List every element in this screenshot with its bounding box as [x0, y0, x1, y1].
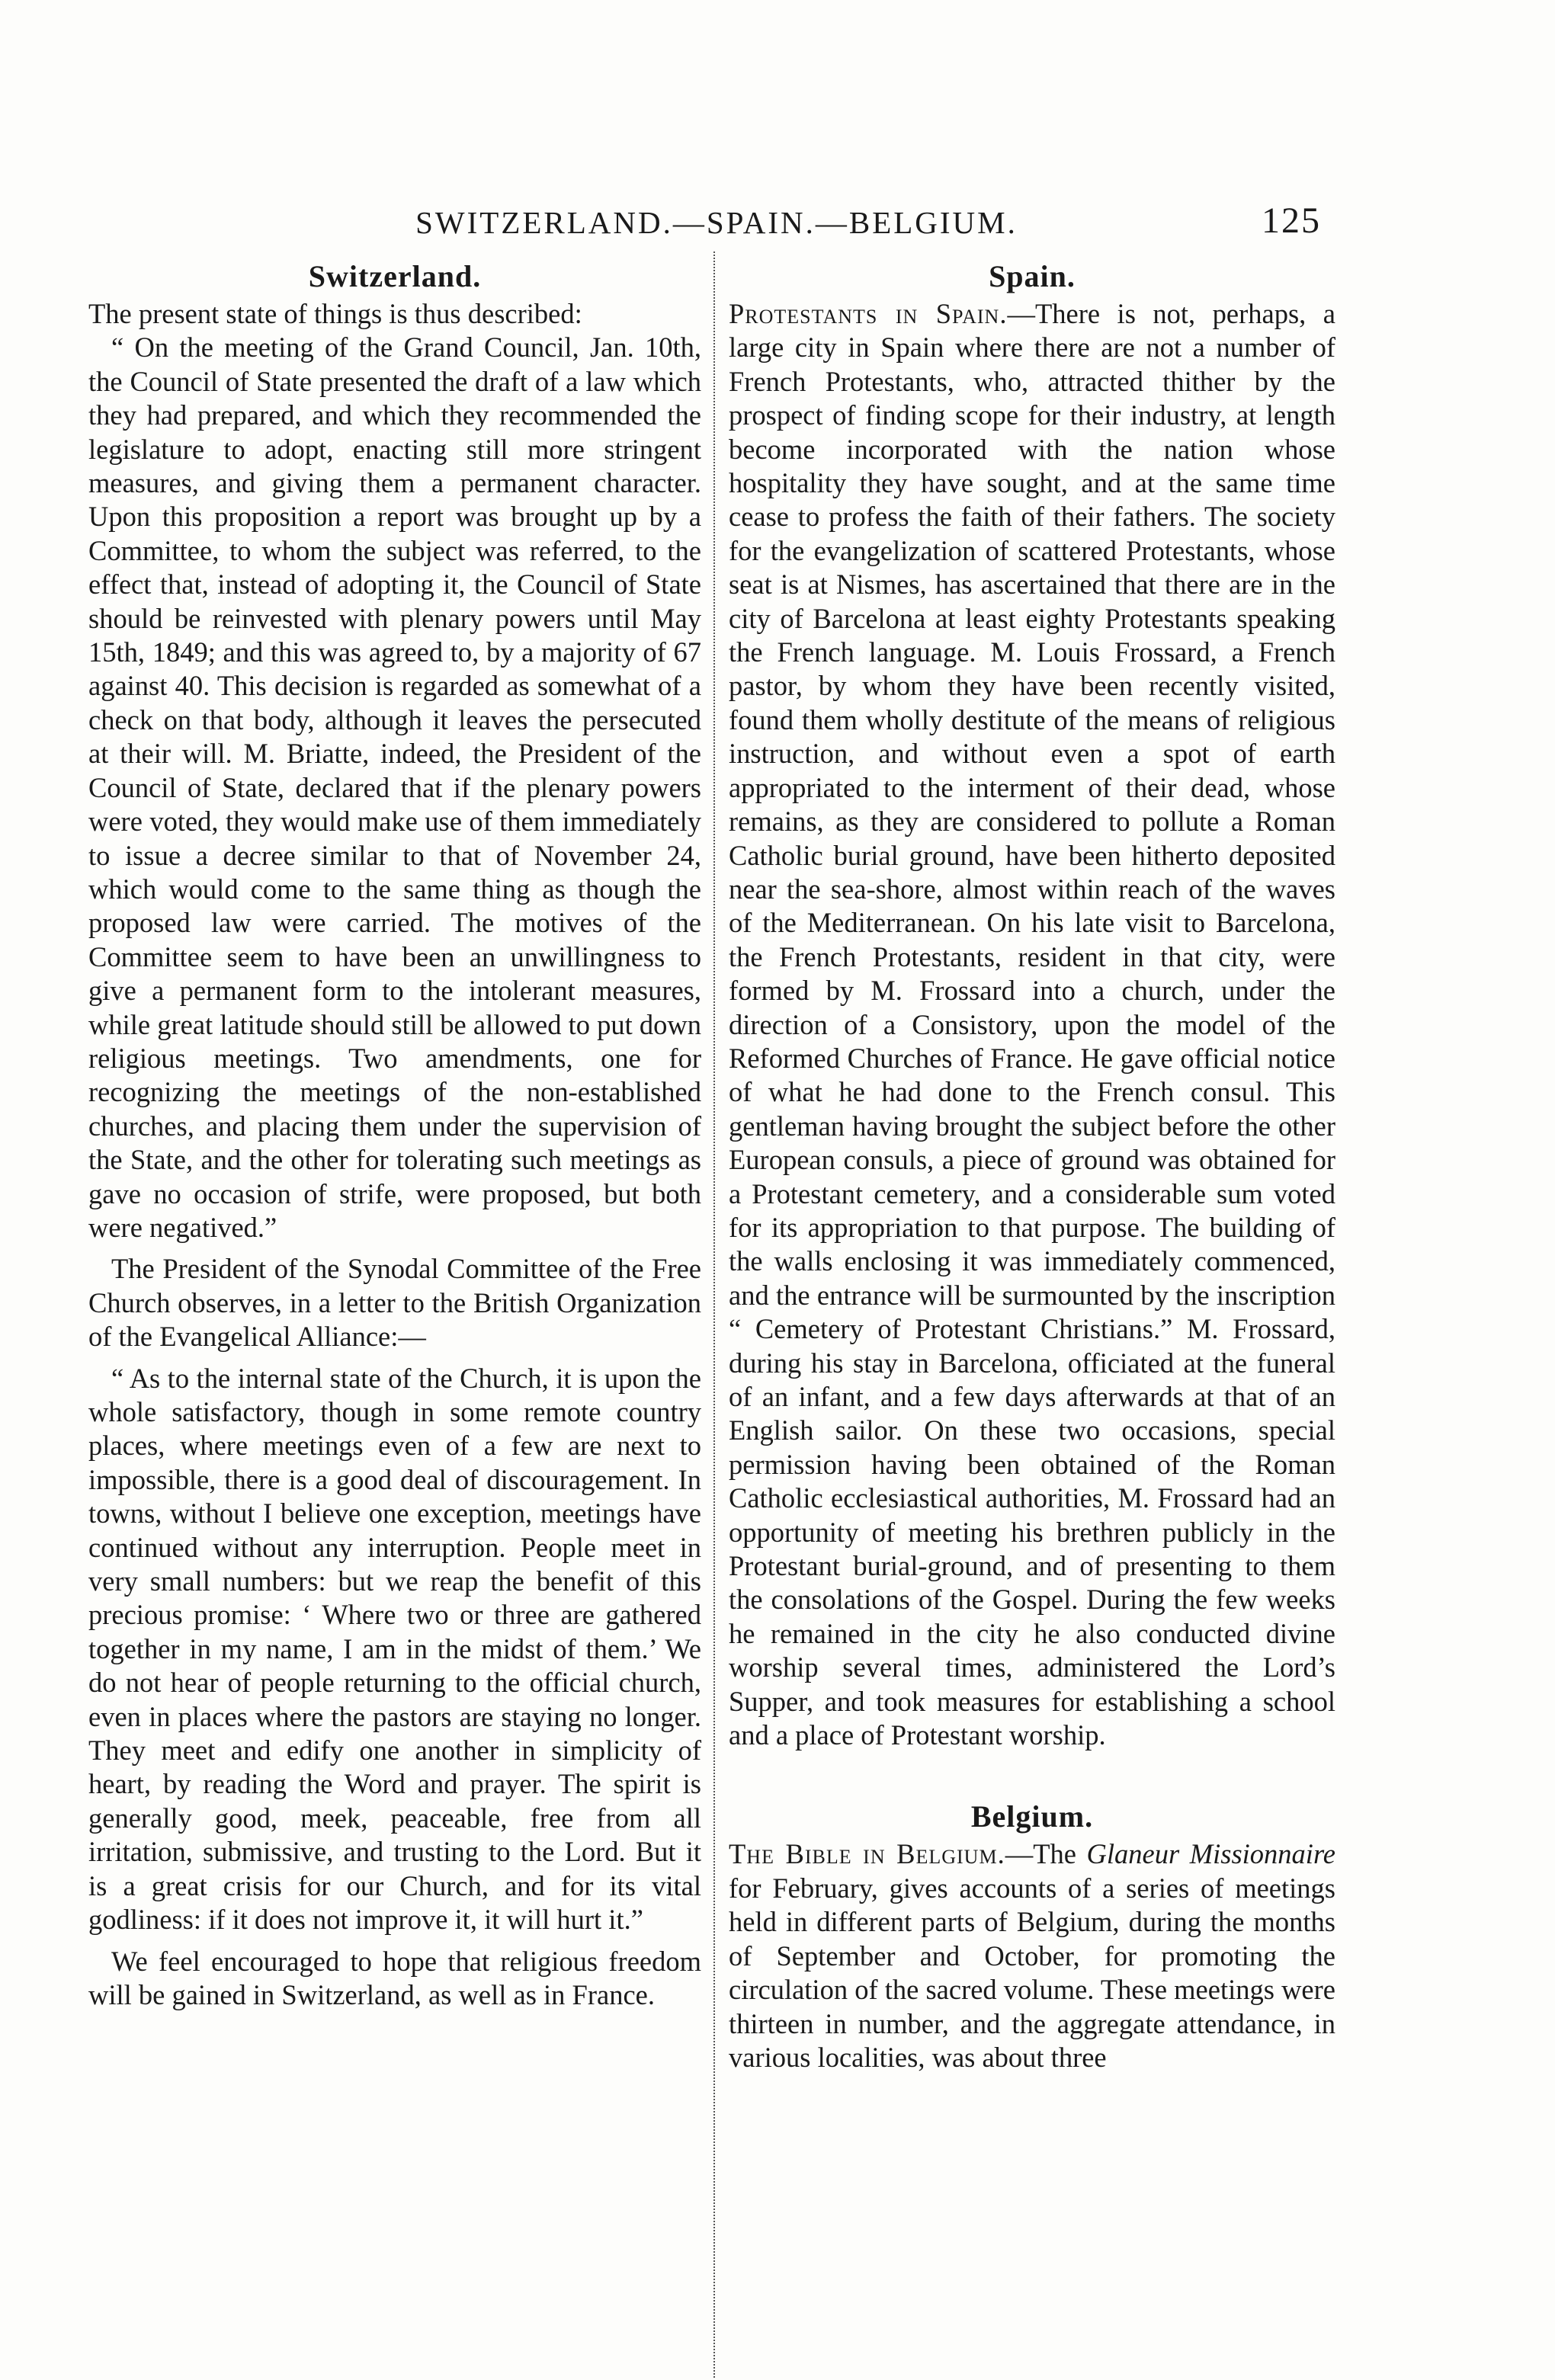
right-column — [729, 259, 1335, 2074]
spain-paragraph — [729, 297, 1335, 1752]
belgium-body-start: —The — [1005, 1838, 1087, 1870]
switzerland-intro: The present state of things is thus described: — [88, 298, 582, 329]
section-heading-switzerland: Switzerland. — [308, 259, 482, 293]
spain-lead-title: Protestants in Spain. — [729, 298, 1008, 329]
switzerland-quote-church: “ As to the internal state of the Church, it is upon the whole satisfactory, though in some remote country places, where meetings even of a few are next to impossible, there is a good deal of discouragement. In towns, without I believe one exception, meetings have continued without any interruption. People meet in very small numbers: but we reap the benefit of this precious promise: ‘ Where two or three are gathered together in my name, I am in the midst of them.’ We do not hear of people returning to the official church, even in places where the pastors are staying no longer. They meet and edify one another in simplicity of heart, by reading the Word and prayer. The spirit is generally good, meek, peaceable, free from all irritation, submissive, and trusting to the Lord. But it is a great crisis for our Church, and for its vital godliness: if it does not improve it, it will hurt it.” — [88, 1362, 701, 1936]
belgium-paragraph — [729, 1837, 1335, 2074]
belgium-lead-title: The Bible in Belgium. — [729, 1838, 1005, 1870]
section-gap — [729, 1752, 1335, 1799]
belgium-periodical-title: Glaneur Missionnaire — [1086, 1838, 1335, 1870]
column-divider — [713, 251, 715, 2378]
switzerland-quote-council: “ On the meeting of the Grand Council, Jan. 10th, the Council of State presented the draft of a law which they had prepared, and which they recommended the legislature to adopt, enacting still more stringent measures, and giving them a permanent character. Upon this proposition a report was brought up by a Committee, to whom the subject was referred, to the effect that, instead of adopting it, the Council of State should be reinvested with plenary powers until May 15th, 1849; and this was agreed to, by a majority of 67 against 40. This decision is regarded as somewhat of a check on that body, although it leaves the persecuted at their will. M. Briatte, indeed, the President of the Council of State, declared that if the plenary powers were voted, they would make use of them immediately to issue a decree similar to that of November 24, which would come to the same thing as though the proposed law were carried. The motives of the Committee seem to have been an unwillingness to give a permanent form to the intolerant measures, while great latitude should still be allowed to put down religious meetings. Two amendments, one for recognizing the meetings of the non-established churches, and placing them under the supervision of the State, and the other for tolerating such meetings as gave no occasion of strife, were proposed, but both were negatived.” — [88, 332, 701, 1243]
section-heading-spain: Spain. — [989, 259, 1076, 293]
switzerland-closing: We feel encouraged to hope that religious freedom will be gained in Switzerland, as well as in France. — [88, 1945, 701, 2010]
section-heading-belgium: Belgium. — [970, 1799, 1094, 1834]
switzerland-synodal-paragraph: The President of the Synodal Committee of the Free Church observes, in a letter to the British Organization of the Evangelical Alliance:— — [88, 1253, 701, 1353]
left-column — [88, 259, 701, 2012]
page-number: 125 — [1262, 200, 1321, 241]
belgium-body-rest: for February, gives accounts of a series of meetings held in different parts of Belgium, during the months of September and October, for promoting the circulation of the sacred volume. These meetings were thirteen in number, and the aggregate attendance, in various localities, was about three — [729, 1872, 1335, 2073]
running-title: SWITZERLAND.—SPAIN.—BELGIUM. — [415, 205, 1018, 240]
spain-body: —There is not, perhaps, a large city in Spain where there are not a number of French Protestants, who, attracted thither by the prospect of finding scope for their industry, at length become incorporated with the nation whose hospitality they have sought, and at the same time cease to profess the faith of their fathers. The society for the evangelization of scattered Protestants, whose seat is at Nismes, has ascertained that there are in the city of Barcelona at least eighty Protestants speaking the French language. M. Louis Frossard, a French pastor, by whom they have been recently visited, found them wholly destitute of the means of religious instruction, and without even a spot of earth appropriated to the interment of their dead, whose remains, as they are considered to pollute a Roman Catholic burial ground, have been hitherto deposited near the sea-shore, almost within reach of the waves of the Mediterranean. On his late visit to Barcelona, the French Protestants, resident in that city, were formed by M. Frossard into a church, under the direction of a Consistory, upon the model of the Reformed Churches of France. He gave official notice of what he had done to the French consul. This gentleman having brought the subject before the other European consuls, a piece of ground was obtained for a Protestant cemetery, and a considerable sum voted for its appropriation to that purpose. The building of the walls enclosing it was immediately commenced, and the entrance will be surmounted by the inscription “ Cemetery of Protestant Christians.” M. Frossard, during his stay in Barcelona, officiated at the funeral of an infant, and a few days afterwards at that of an English sailor. On these two occasions, special permission having been obtained of the Roman Catholic ecclesiastical authorities, M. Frossard had an opportunity of meeting his brethren publicly in the Protestant burial-ground, and of presenting to them the consolations of the Gospel. During the few weeks he remained in the city he also conducted divine worship several times, administered the Lord’s Supper, and took measures for establishing a school and a place of Protestant worship. — [729, 298, 1335, 1751]
